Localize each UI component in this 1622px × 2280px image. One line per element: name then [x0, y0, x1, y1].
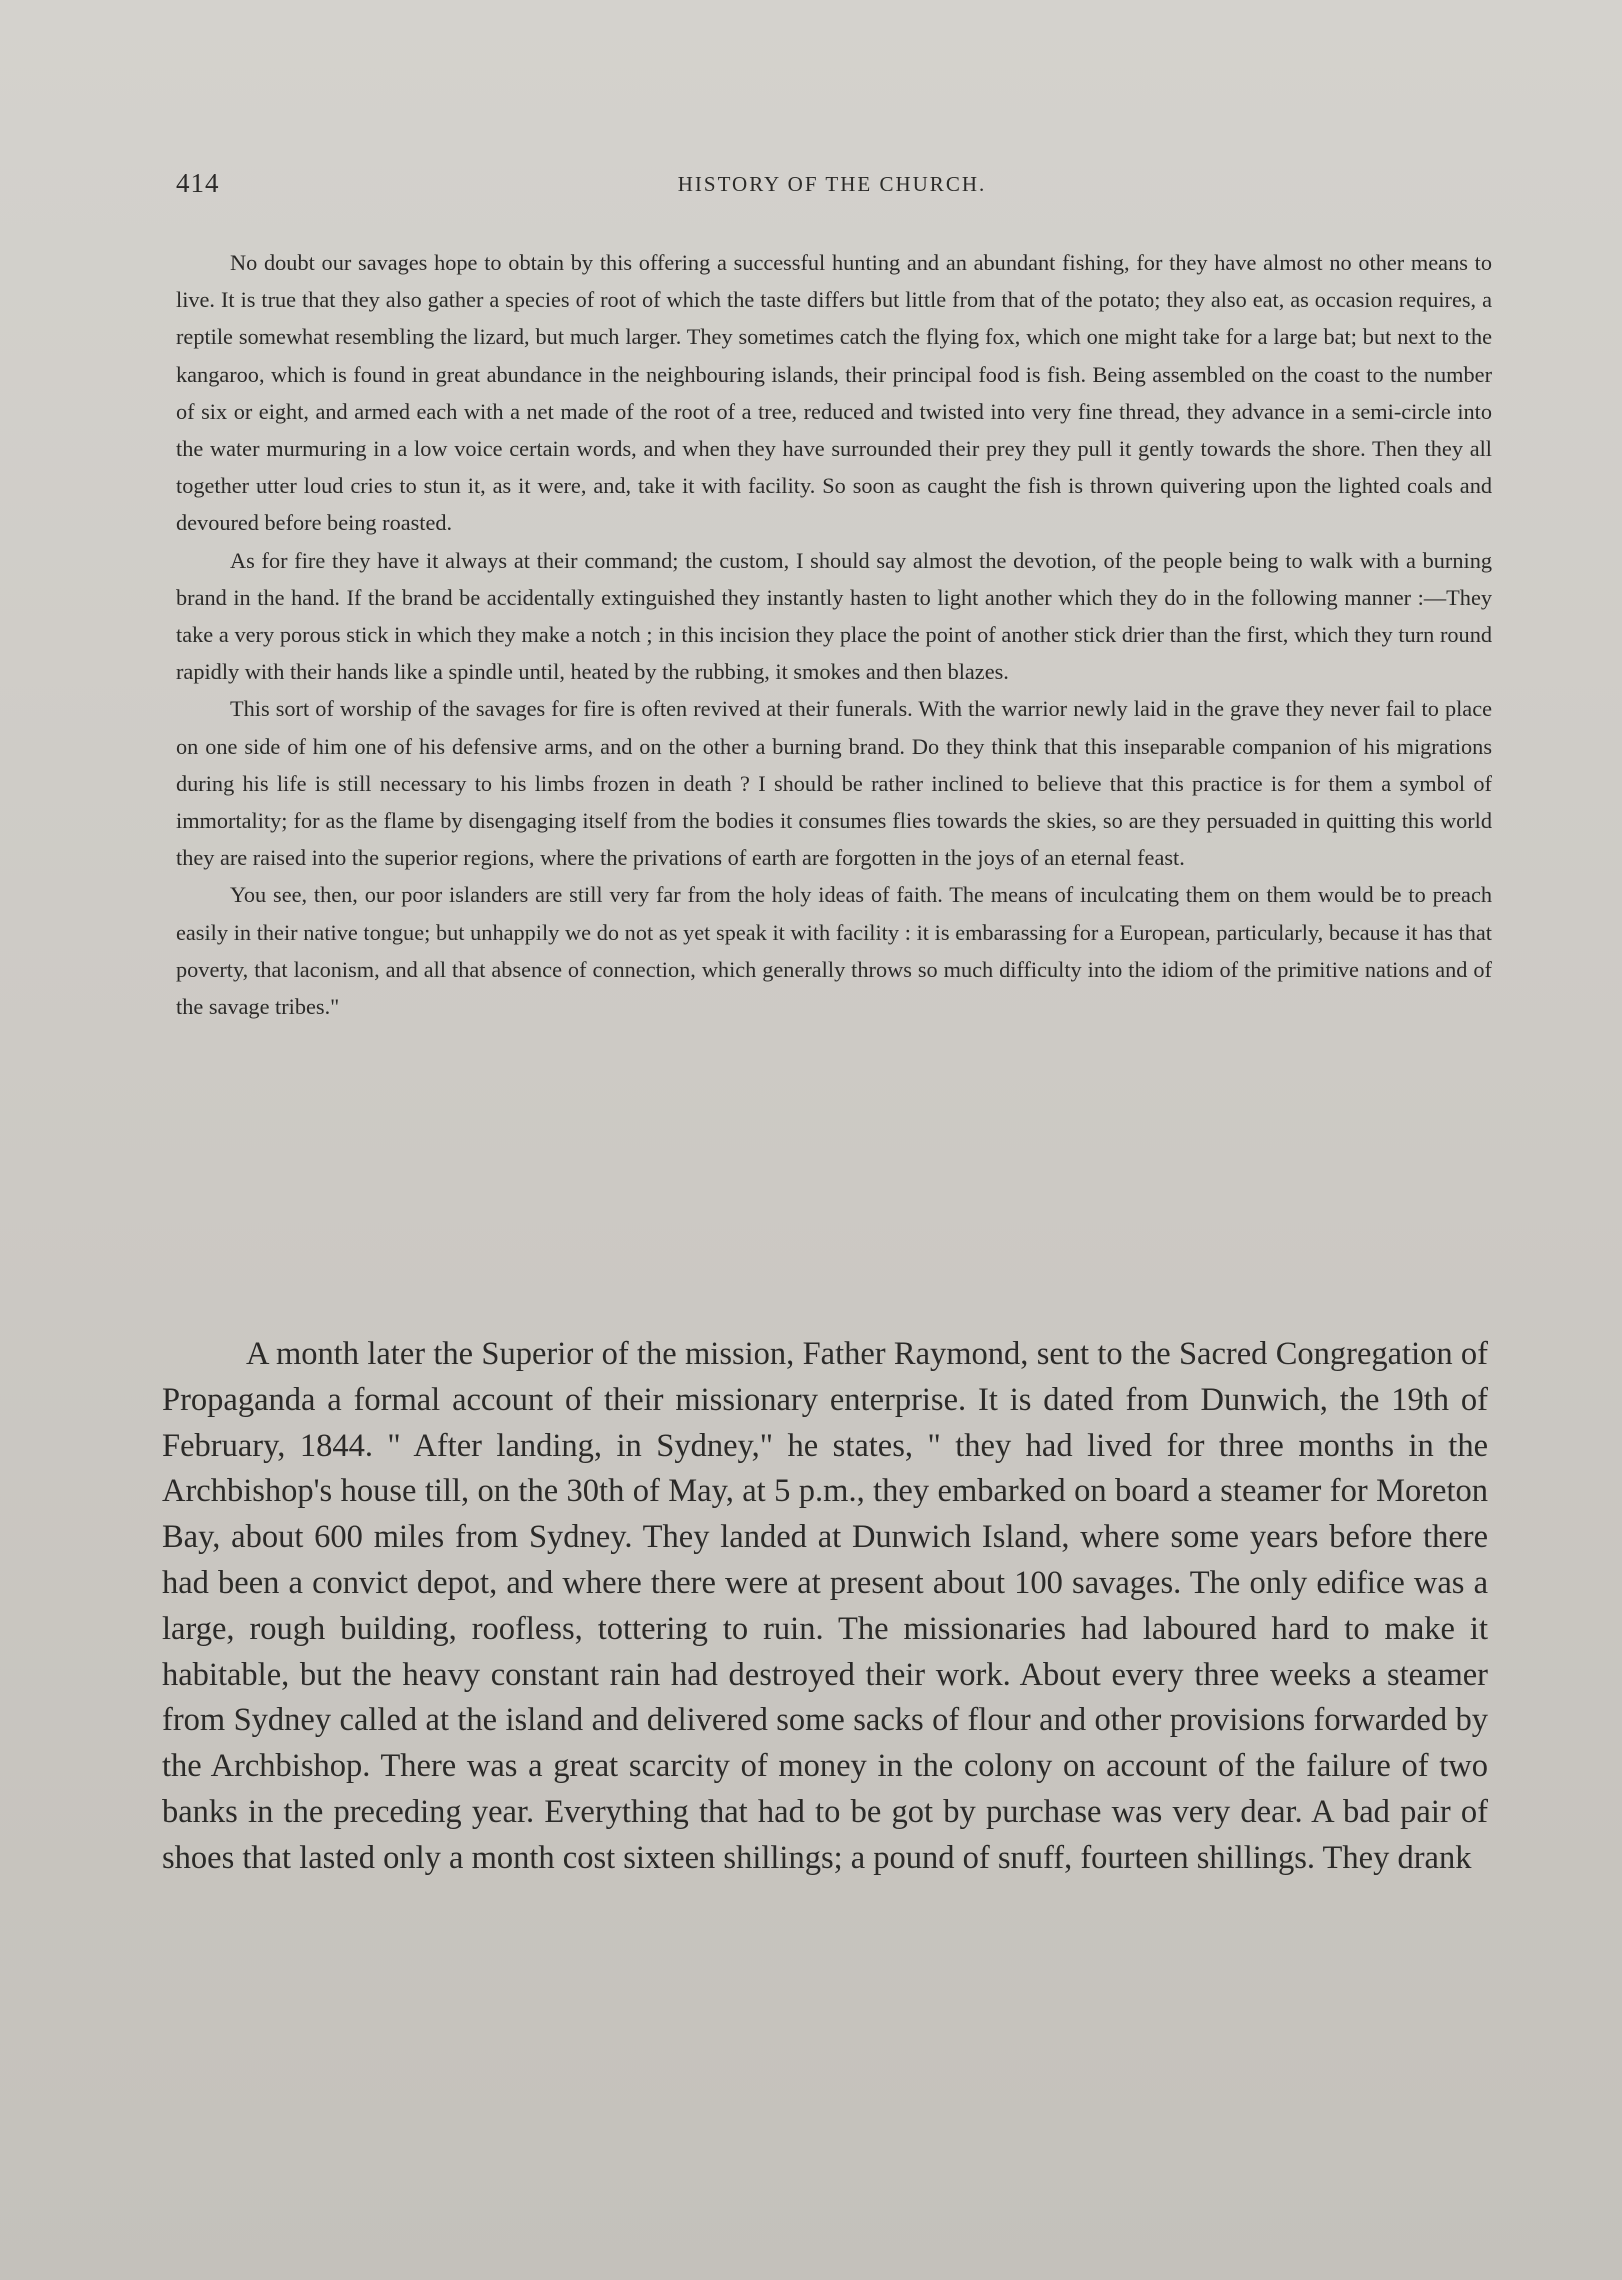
body-paragraph: A month later the Superior of the mission, Father Raymond, sent to the Sacred Congregation of Propaganda a formal account of their missionary enterprise. It is dated from Dunwich, the 19th of February, 1844. " After landing, in Sydney," he states, " they had lived for three months in the Archbishop's house till, on the 30th of May, at 5 p.m., they embarked on board a steamer for Moreton Bay, about 600 miles from Sydney. They landed at Dunwich Island, where some years before there had been a convict depot, and where there were at present about 100 savages. The only edifice was a large, rough building, roofless, tottering to ruin. The missionaries had laboured hard to make it habitable, but the heavy constant rain had destroyed their work. About every three weeks a steamer from Sydney called at the island and delivered some sacks of flour and other provisions forwarded by the Archbishop. There was a great scarcity of money in the colony on account of the failure of two banks in the preceding year. Everything that had to be got by purchase was very dear. A bad pair of shoes that lasted only a month cost sixteen shillings; a pound of snuff, fourteen shillings. They drank: [162, 1336, 1488, 1876]
quote-paragraph: This sort of worship of the savages for fire is often revived at their funerals. With the warrior newly laid in the grave they never fail to place on one side of him one of his defensive arms, and on the other a burning brand. Do they think that this inseparable companion of his migrations during his life is still necessary to his limbs frozen in death ? I should be rather inclined to believe that this practice is for them a symbol of immortality; for as the flame by disengaging itself from the bodies it consumes flies towards the skies, so are they persuaded in quitting this world they are raised into the superior regions, where the privations of earth are forgotten in the joys of an eternal feast.: [176, 696, 1492, 871]
main-text: [162, 1332, 1488, 1882]
page-header: [176, 168, 1488, 208]
running-title: HISTORY OF THE CHURCH.: [677, 172, 987, 196]
quote-paragraph: As for fire they have it always at their command; the custom, I should say almost the devotion, of the people being to walk with a burning brand in the hand. If the brand be accidentally extinguished they instantly hasten to light another which they do in the following manner :—They take a very porous stick in which they make a notch ; in this incision they place the point of another stick drier than the first, which they turn round rapidly with their hands like a spindle until, heated by the rubbing, it smokes and then blazes.: [176, 547, 1492, 685]
quoted-letter: [176, 244, 1492, 1025]
quote-paragraph: No doubt our savages hope to obtain by this offering a successful hunting and an abundant fishing, for they have almost no other means to live. It is true that they also gather a species of root of which the taste differs but little from that of the potato; they also eat, as occasion requires, a reptile somewhat resembling the lizard, but much larger. They sometimes catch the flying fox, which one might take for a large bat; but next to the kangaroo, which is found in great abundance in the neighbouring islands, their principal food is fish. Being assembled on the coast to the number of six or eight, and armed each with a net made of the root of a tree, reduced and twisted into very fine thread, they advance in a semi-circle into the water murmuring in a low voice certain words, and when they have surrounded their prey they pull it gently towards the shore. Then they all together utter loud cries to stun it, as it were, and, take it with facility. So soon as caught the fish is thrown quivering upon the lighted coals and devoured before being roasted.: [176, 250, 1492, 536]
page-number: 414: [176, 168, 220, 198]
quote-paragraph: You see, then, our poor islanders are still very far from the holy ideas of faith. The means of inculcating them on them would be to preach easily in their native tongue; but unhappily we do not as yet speak it with facility : it is embarassing for a European, particularly, because it has that poverty, that laconism, and all that absence of connection, which generally throws so much difficulty into the idiom of the primitive nations and of the savage tribes.": [176, 882, 1492, 1020]
